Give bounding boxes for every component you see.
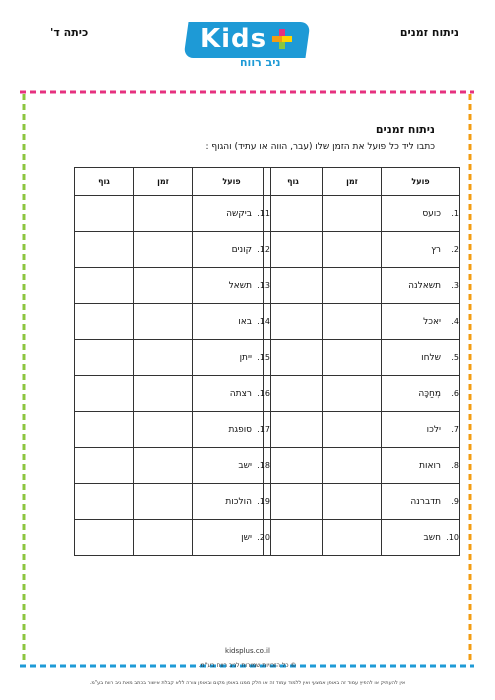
- table-row: [75, 448, 271, 484]
- person-answer-cell[interactable]: [75, 484, 134, 520]
- footer-rights: © כל הזכויות שמורות לניב רווח בע"מ.: [198, 662, 297, 669]
- verb-cell: [382, 304, 460, 340]
- row-number: 14.: [257, 316, 270, 326]
- table-row: [264, 448, 460, 484]
- time-answer-cell[interactable]: [323, 448, 382, 484]
- row-number: 20.: [257, 532, 270, 542]
- table-row: [264, 412, 460, 448]
- person-answer-cell[interactable]: [75, 304, 134, 340]
- verb-word: ישב: [238, 460, 252, 471]
- row-number: 2.: [451, 244, 459, 254]
- verb-word: חשב: [423, 532, 441, 543]
- table-row: [75, 484, 271, 520]
- verb-word: ביקשה: [226, 208, 252, 219]
- verb-cell: [193, 448, 271, 484]
- table-row: [75, 232, 271, 268]
- person-answer-cell[interactable]: [264, 412, 323, 448]
- verb-cell: [382, 268, 460, 304]
- verb-word: רצתה: [229, 388, 252, 399]
- person-answer-cell[interactable]: [264, 340, 323, 376]
- table-header-row: [264, 168, 460, 196]
- time-answer-cell[interactable]: [323, 232, 382, 268]
- table-row: [264, 196, 460, 232]
- time-answer-cell[interactable]: [134, 304, 193, 340]
- footer-site: kidsplus.co.il: [225, 647, 270, 655]
- footer-notice: אין להעתיק או להפיץ עמוד זה באופן אמצעי ואין ללמוד עמוד זה או חלק ממנו באופן מקום ובאופן צורה ללא קבלת אישור בכתב מאת ניב רווח בע"מ.: [89, 680, 406, 686]
- verb-cell: [382, 376, 460, 412]
- row-number: 12.: [257, 244, 270, 254]
- table-row: [264, 520, 460, 556]
- person-answer-cell[interactable]: [75, 412, 134, 448]
- row-number: 9.: [451, 496, 459, 506]
- row-number: 19.: [257, 496, 270, 506]
- row-number: 1.: [451, 208, 459, 218]
- row-number: 13.: [257, 280, 270, 290]
- person-answer-cell[interactable]: [264, 448, 323, 484]
- person-answer-cell[interactable]: [75, 448, 134, 484]
- time-answer-cell[interactable]: [323, 340, 382, 376]
- time-answer-cell[interactable]: [134, 376, 193, 412]
- time-answer-cell[interactable]: [134, 196, 193, 232]
- verb-cell: [382, 484, 460, 520]
- table-row: [75, 304, 271, 340]
- row-number: 5.: [451, 352, 459, 362]
- verb-cell: [193, 520, 271, 556]
- row-number: 11.: [257, 208, 270, 218]
- row-number: 6.: [451, 388, 459, 398]
- verbs-table-right: [263, 167, 460, 556]
- verb-word: תשאלנה: [408, 280, 441, 291]
- table-row: [75, 376, 271, 412]
- time-answer-cell[interactable]: [134, 412, 193, 448]
- person-answer-cell[interactable]: [264, 232, 323, 268]
- person-answer-cell[interactable]: [264, 520, 323, 556]
- logo-text: Kids: [200, 24, 268, 54]
- table-row: [264, 340, 460, 376]
- verb-word: סופגת: [228, 424, 252, 435]
- verb-cell: [193, 412, 271, 448]
- header-time: זמן: [323, 168, 382, 196]
- verb-cell: [382, 232, 460, 268]
- person-answer-cell[interactable]: [75, 340, 134, 376]
- person-answer-cell[interactable]: [264, 268, 323, 304]
- person-answer-cell[interactable]: [75, 232, 134, 268]
- section-title: ניתוח זמנים: [375, 123, 435, 136]
- verb-cell: [193, 376, 271, 412]
- verb-word: מְחַכָּה: [418, 388, 441, 399]
- time-answer-cell[interactable]: [323, 304, 382, 340]
- table-row: [75, 412, 271, 448]
- header-body: גוף: [264, 168, 323, 196]
- verb-cell: [193, 304, 271, 340]
- person-answer-cell[interactable]: [75, 268, 134, 304]
- row-number: 16.: [257, 388, 270, 398]
- header-time: זמן: [134, 168, 193, 196]
- verb-word: כועס: [422, 208, 441, 219]
- row-number: 4.: [451, 316, 459, 326]
- row-number: 17.: [257, 424, 270, 434]
- time-answer-cell[interactable]: [323, 520, 382, 556]
- person-answer-cell[interactable]: [75, 376, 134, 412]
- person-answer-cell[interactable]: [264, 484, 323, 520]
- time-answer-cell[interactable]: [323, 268, 382, 304]
- time-answer-cell[interactable]: [323, 196, 382, 232]
- table-row: [75, 268, 271, 304]
- verb-word: ילכו: [426, 424, 441, 435]
- verb-cell: [193, 340, 271, 376]
- table-row: [75, 520, 271, 556]
- row-number: 10.: [446, 532, 459, 542]
- header-body: גוף: [75, 168, 134, 196]
- table-row: [264, 232, 460, 268]
- verbs-table-left: [74, 167, 271, 556]
- person-answer-cell[interactable]: [264, 196, 323, 232]
- verb-cell: [382, 520, 460, 556]
- time-answer-cell[interactable]: [134, 340, 193, 376]
- verb-word: ייתן: [239, 352, 252, 363]
- verb-word: קונים: [231, 244, 252, 255]
- verb-cell: [193, 232, 271, 268]
- header-title: ניתוח זמנים: [399, 26, 459, 39]
- verb-word: ישן: [241, 532, 252, 543]
- table-header-row: [75, 168, 271, 196]
- header-verb: פועל: [382, 168, 460, 196]
- row-number: 3.: [451, 280, 459, 290]
- time-answer-cell[interactable]: [134, 448, 193, 484]
- verb-word: שלחו: [421, 352, 441, 363]
- table-row: [75, 196, 271, 232]
- time-answer-cell[interactable]: [323, 376, 382, 412]
- person-answer-cell[interactable]: [75, 520, 134, 556]
- time-answer-cell[interactable]: [134, 520, 193, 556]
- time-answer-cell[interactable]: [323, 484, 382, 520]
- time-answer-cell[interactable]: [323, 412, 382, 448]
- time-answer-cell[interactable]: [134, 268, 193, 304]
- verb-word: תדברנה: [410, 496, 441, 507]
- row-number: 18.: [257, 460, 270, 470]
- logo-subtitle: ניב רווח: [240, 56, 281, 69]
- table-row: [264, 304, 460, 340]
- header-grade: כיתה ד': [50, 26, 89, 39]
- verb-word: תשאל: [228, 280, 252, 291]
- verb-word: רואות: [419, 460, 441, 471]
- verb-cell: [193, 484, 271, 520]
- verb-cell: [193, 268, 271, 304]
- verb-word: הולכות: [225, 496, 252, 507]
- verb-word: יאכל: [423, 316, 441, 327]
- time-answer-cell[interactable]: [134, 484, 193, 520]
- person-answer-cell[interactable]: [75, 196, 134, 232]
- verb-cell: [193, 196, 271, 232]
- instructions: כתבו ליד כל פועל את הזמן שלו (עבר, הווה או עתיד) והגוף :: [205, 142, 435, 152]
- table-row: [264, 376, 460, 412]
- row-number: 7.: [451, 424, 459, 434]
- verb-word: באו: [238, 316, 252, 327]
- header-verb: פועל: [193, 168, 271, 196]
- person-answer-cell[interactable]: [264, 304, 323, 340]
- verb-cell: [382, 196, 460, 232]
- row-number: 8.: [451, 460, 459, 470]
- verb-cell: [382, 412, 460, 448]
- row-number: 15.: [257, 352, 270, 362]
- time-answer-cell[interactable]: [134, 232, 193, 268]
- person-answer-cell[interactable]: [264, 376, 323, 412]
- table-row: [75, 340, 271, 376]
- verb-word: רץ: [431, 244, 441, 255]
- table-row: [264, 484, 460, 520]
- table-row: [264, 268, 460, 304]
- verb-cell: [382, 340, 460, 376]
- verb-cell: [382, 448, 460, 484]
